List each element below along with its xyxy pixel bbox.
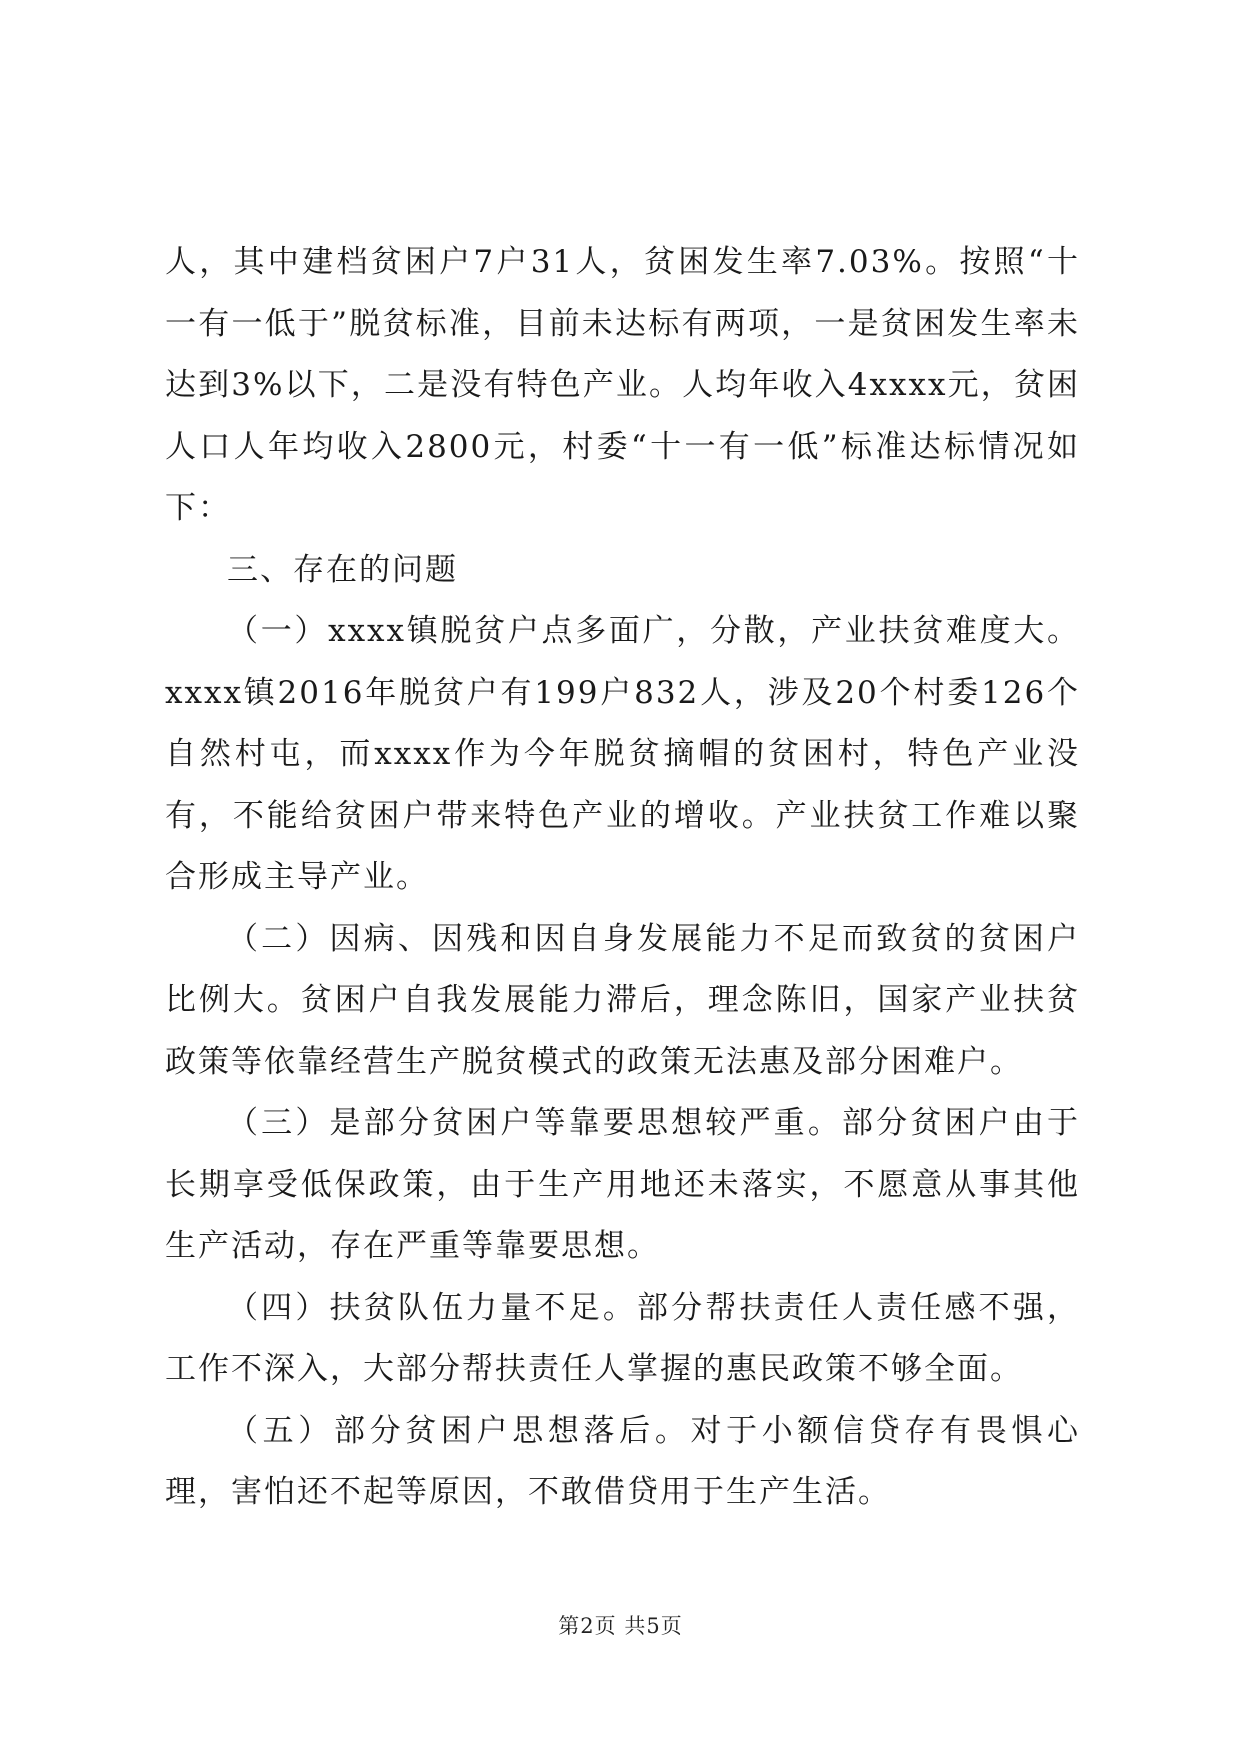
paragraph-problem-3: （三）是部分贫困户等靠要思想较严重。部分贫困户由于长期享受低保政策，由于生产用地还未落实，不愿意从事其他生产活动，存在严重等靠要思想。	[165, 1105, 1080, 1264]
document-body	[165, 232, 1080, 1524]
paragraph-problem-1: （一）xxxx镇脱贫户点多面广，分散，产业扶贫难度大。xxxx镇2016年脱贫户有199户832人，涉及20个村委126个自然村屯，而xxxx作为今年脱贫摘帽的贫困村，特色产业没有，不能给贫困户带来特色产业的增收。产业扶贫工作难以聚合形成主导产业。	[165, 613, 1080, 895]
page-number-label: 第2页 共5页	[558, 1614, 683, 1638]
paragraph-problem-2: （二）因病、因残和因自身发展能力不足而致贫的贫困户比例大。贫困户自我发展能力滞后，理念陈旧，国家产业扶贫政策等依靠经营生产脱贫模式的政策无法惠及部分困难户。	[165, 920, 1080, 1080]
paragraph-problem-4: （四）扶贫队伍力量不足。部分帮扶责任人责任感不强，工作不深入，大部分帮扶责任人掌握的惠民政策不够全面。	[165, 1289, 1080, 1387]
section-heading-problems: 三、存在的问题	[227, 551, 458, 588]
paragraph-continuation: 人，其中建档贫困户7户31人，贫困发生率7.03%。按照“十一有一低于”脱贫标准，目前未达标有两项，一是贫困发生率未达到3%以下，二是没有特色产业。人均年收入4xxxx元，贫困人口人年均收入2800元，村委“十一有一低”标准达标情况如下：	[165, 244, 1080, 526]
paragraph-problem-5: （五）部分贫困户思想落后。对于小额信贷存有畏惧心理，害怕还不起等原因，不敢借贷用于生产生活。	[165, 1412, 1080, 1510]
page-footer	[0, 1610, 1241, 1640]
